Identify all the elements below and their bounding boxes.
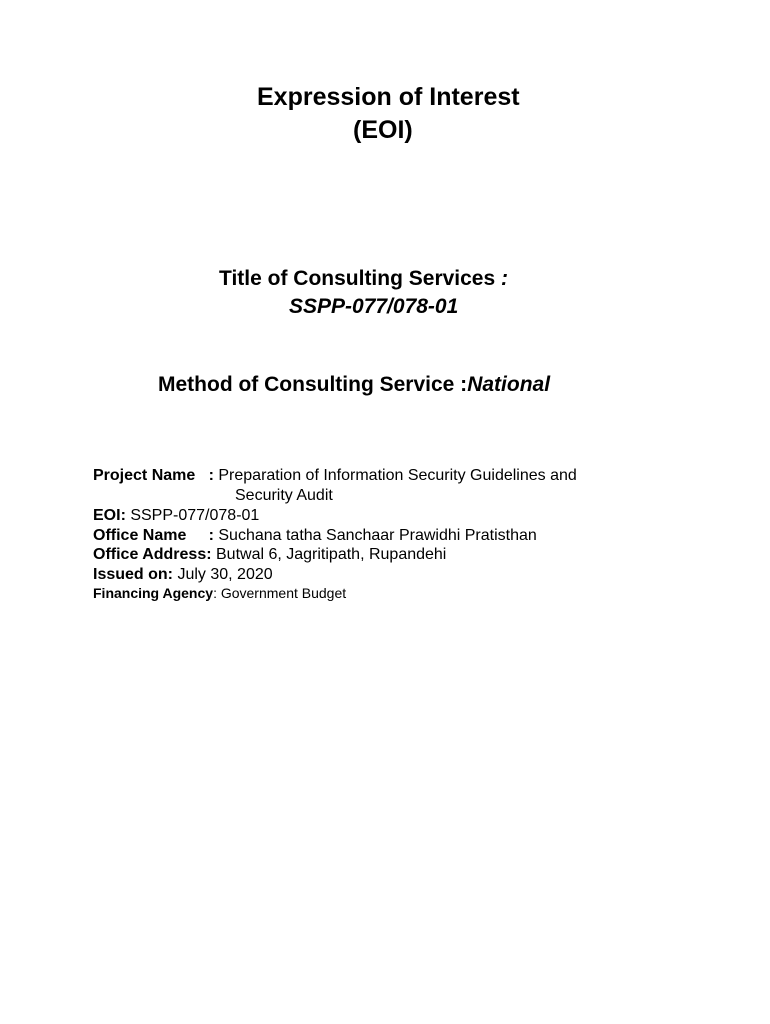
financing-agency-label: Financing Agency — [93, 585, 214, 601]
office-address-row — [93, 545, 446, 565]
project-name-value-continued: Security Audit — [235, 487, 333, 504]
method-value: National — [467, 373, 551, 396]
eoi-row — [93, 506, 259, 526]
issued-on-value: July 30, 2020 — [173, 566, 273, 583]
financing-agency-row — [93, 584, 346, 602]
issued-on-label: Issued on: — [93, 566, 174, 583]
consulting-title-heading — [219, 266, 508, 292]
method-label: Method of Consulting Service : — [158, 373, 468, 396]
office-name-label: Office Name : — [93, 527, 219, 544]
consulting-title-colon: : — [495, 267, 508, 290]
financing-agency-value: : Government Budget — [213, 585, 347, 601]
method-heading — [158, 372, 550, 398]
office-address-value: Butwal 6, Jagritipath, Rupandehi — [211, 546, 447, 563]
project-name-label: Project Name : — [93, 467, 219, 484]
consulting-title-value: SSPP-077/078-01 — [289, 295, 459, 318]
office-name-row — [93, 526, 537, 546]
project-name-value: Preparation of Information Security Guidelines and — [218, 467, 577, 484]
consulting-title-label: Title of Consulting Services — [219, 267, 496, 290]
eoi-value: SSPP-077/078-01 — [125, 507, 260, 524]
page-title-abbreviation: (EOI) — [353, 116, 413, 144]
project-name-row-continued — [235, 486, 333, 506]
office-name-value: Suchana tatha Sanchaar Prawidhi Pratisthan — [218, 527, 537, 544]
issued-on-row — [93, 565, 273, 585]
project-name-row — [93, 466, 577, 486]
office-address-label: Office Address: — [93, 546, 212, 563]
page-title: Expression of Interest — [257, 83, 520, 111]
eoi-label: EOI: — [93, 507, 126, 524]
